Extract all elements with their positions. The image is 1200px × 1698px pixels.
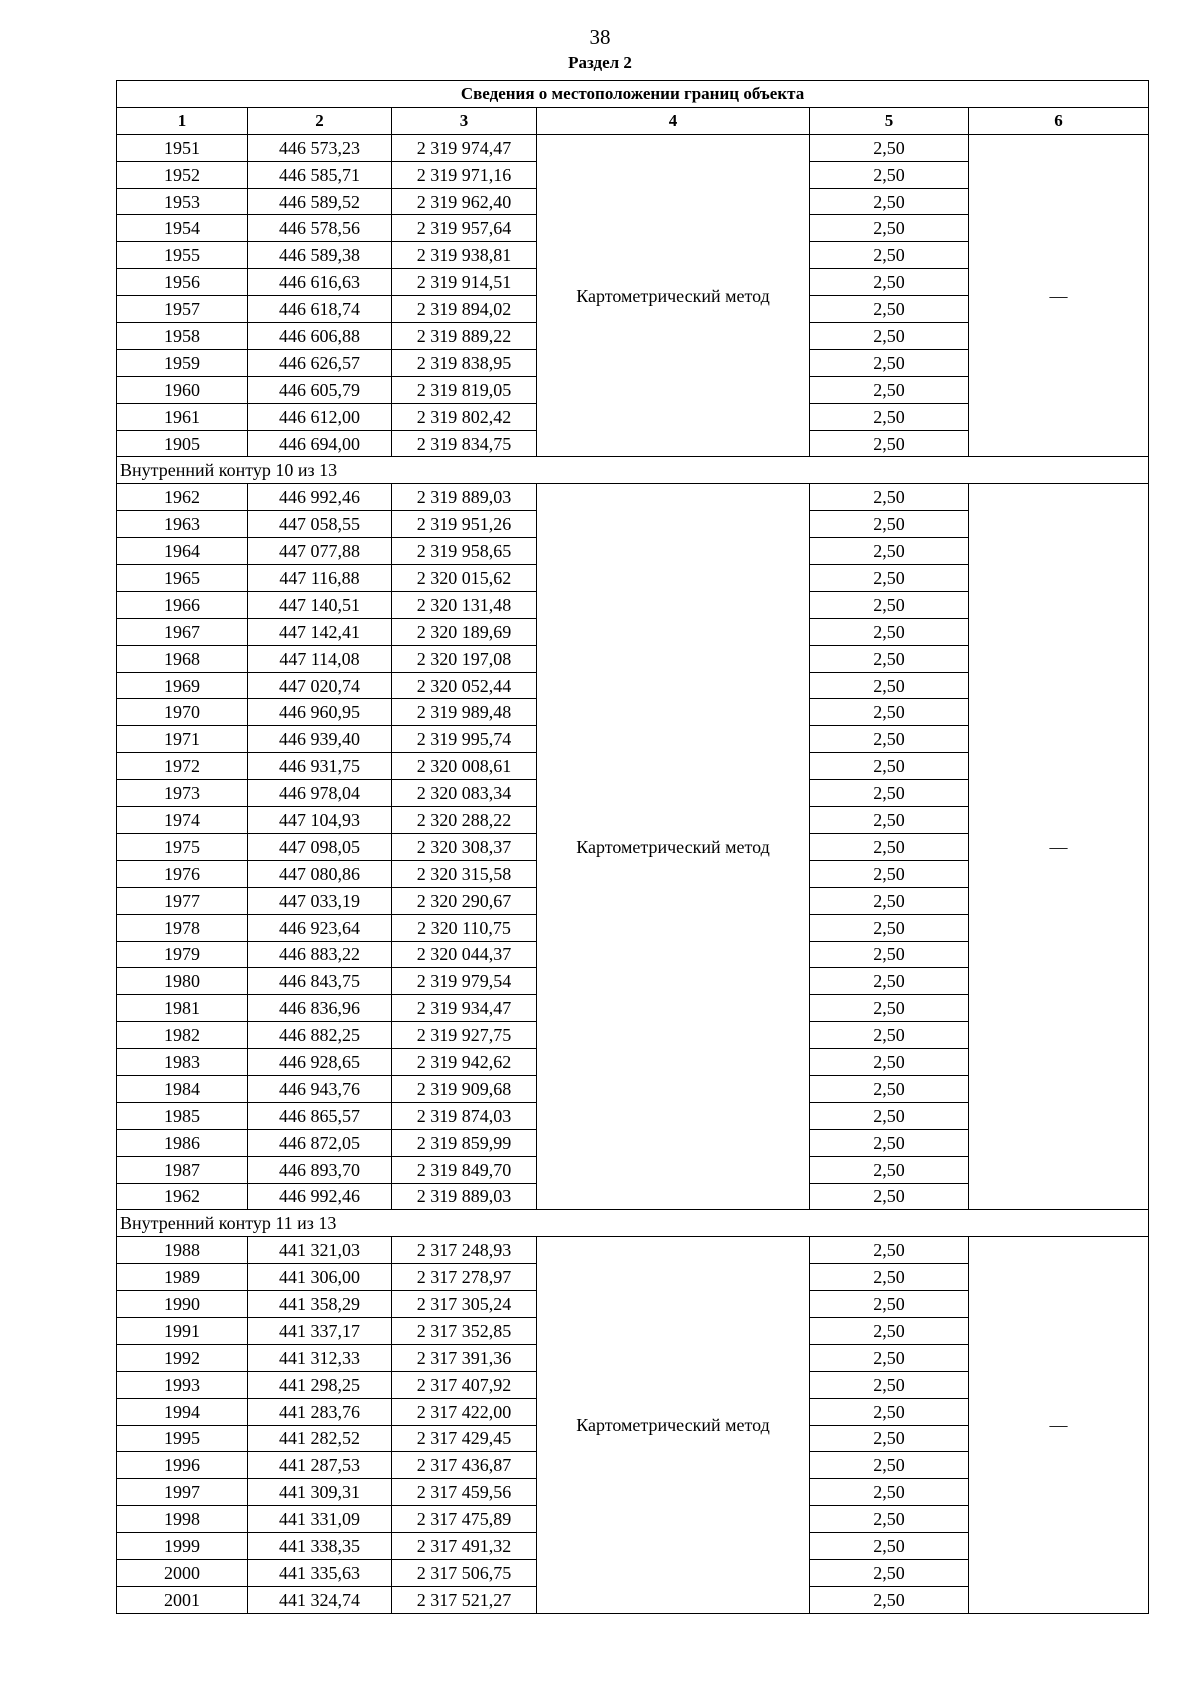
coord-x: 441 309,31 (248, 1479, 392, 1506)
section-title: Раздел 2 (568, 53, 632, 72)
precision: 2,50 (810, 1452, 969, 1479)
column-header: 2 (248, 107, 392, 134)
coord-y: 2 319 889,03 (392, 1183, 537, 1210)
coord-x: 446 923,64 (248, 914, 392, 941)
coord-x: 446 585,71 (248, 161, 392, 188)
coord-y: 2 320 131,48 (392, 591, 537, 618)
coord-x: 446 573,23 (248, 134, 392, 161)
coord-y: 2 317 407,92 (392, 1371, 537, 1398)
precision: 2,50 (810, 538, 969, 565)
col6-cell: — (969, 134, 1149, 457)
coord-y: 2 319 971,16 (392, 161, 537, 188)
coord-y: 2 320 308,37 (392, 833, 537, 860)
precision: 2,50 (810, 995, 969, 1022)
coord-x: 446 612,00 (248, 403, 392, 430)
precision: 2,50 (810, 188, 969, 215)
precision: 2,50 (810, 914, 969, 941)
precision: 2,50 (810, 1506, 969, 1533)
point-number: 1905 (117, 430, 248, 457)
column-header: 5 (810, 107, 969, 134)
coord-x: 447 098,05 (248, 833, 392, 860)
precision: 2,50 (810, 1317, 969, 1344)
coord-x: 446 928,65 (248, 1049, 392, 1076)
coord-x: 441 283,76 (248, 1398, 392, 1425)
point-number: 1951 (117, 134, 248, 161)
precision: 2,50 (810, 618, 969, 645)
coord-y: 2 320 110,75 (392, 914, 537, 941)
coord-x: 441 298,25 (248, 1371, 392, 1398)
precision: 2,50 (810, 645, 969, 672)
coord-y: 2 317 491,32 (392, 1533, 537, 1560)
coord-x: 446 893,70 (248, 1156, 392, 1183)
coord-x: 446 978,04 (248, 780, 392, 807)
precision: 2,50 (810, 134, 969, 161)
precision: 2,50 (810, 511, 969, 538)
precision: 2,50 (810, 1371, 969, 1398)
precision: 2,50 (810, 323, 969, 350)
coord-x: 446 606,88 (248, 323, 392, 350)
precision: 2,50 (810, 1129, 969, 1156)
coord-y: 2 319 889,22 (392, 323, 537, 350)
contour-label: Внутренний контур 10 из 13 (117, 457, 1149, 484)
coord-x: 446 865,57 (248, 1102, 392, 1129)
coord-x: 447 080,86 (248, 860, 392, 887)
point-number: 1952 (117, 161, 248, 188)
coord-y: 2 319 962,40 (392, 188, 537, 215)
coord-x: 446 836,96 (248, 995, 392, 1022)
point-number: 1958 (117, 323, 248, 350)
coord-x: 447 033,19 (248, 887, 392, 914)
coord-y: 2 317 352,85 (392, 1317, 537, 1344)
column-header: 1 (117, 107, 248, 134)
coord-y: 2 317 521,27 (392, 1586, 537, 1613)
point-number: 1966 (117, 591, 248, 618)
coord-y: 2 319 957,64 (392, 215, 537, 242)
point-number: 1992 (117, 1344, 248, 1371)
coord-x: 441 338,35 (248, 1533, 392, 1560)
coord-y: 2 320 197,08 (392, 645, 537, 672)
coord-x: 441 324,74 (248, 1586, 392, 1613)
coord-y: 2 319 951,26 (392, 511, 537, 538)
point-number: 1971 (117, 726, 248, 753)
method-cell: Картометрический метод (537, 484, 810, 1210)
point-number: 1997 (117, 1479, 248, 1506)
point-number: 1975 (117, 833, 248, 860)
coord-y: 2 317 429,45 (392, 1425, 537, 1452)
coord-y: 2 320 189,69 (392, 618, 537, 645)
point-number: 1968 (117, 645, 248, 672)
coord-x: 441 321,03 (248, 1237, 392, 1264)
coord-y: 2 319 819,05 (392, 376, 537, 403)
point-number: 1984 (117, 1075, 248, 1102)
coord-y: 2 319 995,74 (392, 726, 537, 753)
coord-y: 2 320 008,61 (392, 753, 537, 780)
precision: 2,50 (810, 860, 969, 887)
coord-x: 446 618,74 (248, 296, 392, 323)
coord-y: 2 319 958,65 (392, 538, 537, 565)
precision: 2,50 (810, 780, 969, 807)
precision: 2,50 (810, 968, 969, 995)
point-number: 1955 (117, 242, 248, 269)
contour-row (117, 457, 1149, 484)
coord-x: 446 943,76 (248, 1075, 392, 1102)
coord-x: 446 960,95 (248, 699, 392, 726)
contour-label: Внутренний контур 11 из 13 (117, 1210, 1149, 1237)
coord-x: 446 883,22 (248, 941, 392, 968)
point-number: 1967 (117, 618, 248, 645)
coord-y: 2 319 802,42 (392, 403, 537, 430)
point-number: 1996 (117, 1452, 248, 1479)
precision: 2,50 (810, 941, 969, 968)
coord-x: 446 626,57 (248, 349, 392, 376)
coord-y: 2 317 248,93 (392, 1237, 537, 1264)
coord-y: 2 317 436,87 (392, 1452, 537, 1479)
precision: 2,50 (810, 403, 969, 430)
page-number: 38 (589, 25, 611, 49)
point-number: 1976 (117, 860, 248, 887)
point-number: 1982 (117, 1022, 248, 1049)
point-number: 1998 (117, 1506, 248, 1533)
coord-y: 2 317 391,36 (392, 1344, 537, 1371)
coord-y: 2 319 874,03 (392, 1102, 537, 1129)
coord-x: 447 116,88 (248, 565, 392, 592)
coord-x: 446 992,46 (248, 484, 392, 511)
coord-y: 2 319 909,68 (392, 1075, 537, 1102)
precision: 2,50 (810, 242, 969, 269)
point-number: 1994 (117, 1398, 248, 1425)
method-cell: Картометрический метод (537, 1237, 810, 1613)
coord-y: 2 319 914,51 (392, 269, 537, 296)
coord-x: 446 616,63 (248, 269, 392, 296)
coord-y: 2 317 475,89 (392, 1506, 537, 1533)
coord-y: 2 319 894,02 (392, 296, 537, 323)
coord-y: 2 320 015,62 (392, 565, 537, 592)
coord-y: 2 320 290,67 (392, 887, 537, 914)
col6-cell: — (969, 484, 1149, 1210)
coord-x: 441 337,17 (248, 1317, 392, 1344)
coord-y: 2 319 859,99 (392, 1129, 537, 1156)
col6-cell: — (969, 1237, 1149, 1613)
coord-x: 447 020,74 (248, 672, 392, 699)
point-number: 1972 (117, 753, 248, 780)
coord-x: 446 694,00 (248, 430, 392, 457)
point-number: 1953 (117, 188, 248, 215)
coord-y: 2 320 044,37 (392, 941, 537, 968)
coord-y: 2 319 938,81 (392, 242, 537, 269)
precision: 2,50 (810, 1049, 969, 1076)
precision: 2,50 (810, 1533, 969, 1560)
coord-x: 446 843,75 (248, 968, 392, 995)
point-number: 1980 (117, 968, 248, 995)
coord-y: 2 317 506,75 (392, 1559, 537, 1586)
point-number: 1970 (117, 699, 248, 726)
precision: 2,50 (810, 1344, 969, 1371)
coord-x: 441 287,53 (248, 1452, 392, 1479)
precision: 2,50 (810, 1425, 969, 1452)
coord-x: 447 104,93 (248, 807, 392, 834)
coord-x: 441 331,09 (248, 1506, 392, 1533)
precision: 2,50 (810, 1559, 969, 1586)
coord-y: 2 319 927,75 (392, 1022, 537, 1049)
coord-x: 441 306,00 (248, 1264, 392, 1291)
coord-x: 446 882,25 (248, 1022, 392, 1049)
coord-y: 2 317 422,00 (392, 1398, 537, 1425)
coord-y: 2 319 934,47 (392, 995, 537, 1022)
point-number: 1989 (117, 1264, 248, 1291)
coord-y: 2 319 942,62 (392, 1049, 537, 1076)
coord-x: 441 282,52 (248, 1425, 392, 1452)
point-number: 1977 (117, 887, 248, 914)
precision: 2,50 (810, 1291, 969, 1318)
point-number: 1981 (117, 995, 248, 1022)
column-header: 3 (392, 107, 537, 134)
coord-x: 446 931,75 (248, 753, 392, 780)
coord-y: 2 319 989,48 (392, 699, 537, 726)
point-number: 1991 (117, 1317, 248, 1344)
point-number: 1973 (117, 780, 248, 807)
coord-y: 2 319 974,47 (392, 134, 537, 161)
point-number: 1999 (117, 1533, 248, 1560)
precision: 2,50 (810, 376, 969, 403)
coord-x: 446 589,52 (248, 188, 392, 215)
precision: 2,50 (810, 349, 969, 376)
coord-x: 446 939,40 (248, 726, 392, 753)
precision: 2,50 (810, 1586, 969, 1613)
point-number: 1969 (117, 672, 248, 699)
point-number: 1974 (117, 807, 248, 834)
point-number: 1988 (117, 1237, 248, 1264)
coord-x: 447 114,08 (248, 645, 392, 672)
column-header: 4 (537, 107, 810, 134)
point-number: 1986 (117, 1129, 248, 1156)
precision: 2,50 (810, 565, 969, 592)
coord-x: 446 992,46 (248, 1183, 392, 1210)
coord-x: 447 140,51 (248, 591, 392, 618)
point-number: 2001 (117, 1586, 248, 1613)
point-number: 1990 (117, 1291, 248, 1318)
column-header: 6 (969, 107, 1149, 134)
point-number: 1960 (117, 376, 248, 403)
point-number: 1963 (117, 511, 248, 538)
precision: 2,50 (810, 1075, 969, 1102)
precision: 2,50 (810, 269, 969, 296)
coord-y: 2 319 834,75 (392, 430, 537, 457)
precision: 2,50 (810, 1183, 969, 1210)
coord-y: 2 317 305,24 (392, 1291, 537, 1318)
point-number: 1985 (117, 1102, 248, 1129)
point-number: 1965 (117, 565, 248, 592)
coord-y: 2 320 052,44 (392, 672, 537, 699)
point-number: 1995 (117, 1425, 248, 1452)
coord-x: 447 058,55 (248, 511, 392, 538)
point-number: 1993 (117, 1371, 248, 1398)
boundary-table (116, 80, 1149, 1614)
point-number: 2000 (117, 1559, 248, 1586)
coord-x: 446 605,79 (248, 376, 392, 403)
precision: 2,50 (810, 430, 969, 457)
precision: 2,50 (810, 1264, 969, 1291)
table-row (117, 484, 1149, 511)
table-caption: Сведения о местоположении границ объекта (117, 81, 1149, 108)
coord-y: 2 319 889,03 (392, 484, 537, 511)
point-number: 1962 (117, 1183, 248, 1210)
coord-y: 2 319 849,70 (392, 1156, 537, 1183)
precision: 2,50 (810, 215, 969, 242)
coord-x: 441 312,33 (248, 1344, 392, 1371)
coord-y: 2 319 979,54 (392, 968, 537, 995)
precision: 2,50 (810, 1398, 969, 1425)
table-body (117, 134, 1149, 1613)
point-number: 1978 (117, 914, 248, 941)
precision: 2,50 (810, 1479, 969, 1506)
column-header-row (117, 107, 1149, 134)
contour-row (117, 1210, 1149, 1237)
coord-x: 447 142,41 (248, 618, 392, 645)
coord-y: 2 320 315,58 (392, 860, 537, 887)
precision: 2,50 (810, 1022, 969, 1049)
coord-y: 2 317 278,97 (392, 1264, 537, 1291)
table-row (117, 1237, 1149, 1264)
point-number: 1983 (117, 1049, 248, 1076)
coord-y: 2 320 288,22 (392, 807, 537, 834)
precision: 2,50 (810, 726, 969, 753)
coord-x: 446 589,38 (248, 242, 392, 269)
point-number: 1987 (117, 1156, 248, 1183)
table-row (117, 134, 1149, 161)
coord-x: 441 335,63 (248, 1559, 392, 1586)
point-number: 1957 (117, 296, 248, 323)
point-number: 1959 (117, 349, 248, 376)
point-number: 1979 (117, 941, 248, 968)
precision: 2,50 (810, 672, 969, 699)
point-number: 1956 (117, 269, 248, 296)
coord-y: 2 320 083,34 (392, 780, 537, 807)
coord-x: 446 872,05 (248, 1129, 392, 1156)
precision: 2,50 (810, 296, 969, 323)
precision: 2,50 (810, 1156, 969, 1183)
precision: 2,50 (810, 484, 969, 511)
point-number: 1964 (117, 538, 248, 565)
coord-y: 2 317 459,56 (392, 1479, 537, 1506)
precision: 2,50 (810, 161, 969, 188)
point-number: 1962 (117, 484, 248, 511)
precision: 2,50 (810, 1237, 969, 1264)
precision: 2,50 (810, 699, 969, 726)
coord-x: 446 578,56 (248, 215, 392, 242)
point-number: 1961 (117, 403, 248, 430)
coord-x: 441 358,29 (248, 1291, 392, 1318)
precision: 2,50 (810, 591, 969, 618)
method-cell: Картометрический метод (537, 134, 810, 457)
precision: 2,50 (810, 833, 969, 860)
precision: 2,50 (810, 807, 969, 834)
precision: 2,50 (810, 1102, 969, 1129)
precision: 2,50 (810, 753, 969, 780)
coord-y: 2 319 838,95 (392, 349, 537, 376)
precision: 2,50 (810, 887, 969, 914)
coord-x: 447 077,88 (248, 538, 392, 565)
point-number: 1954 (117, 215, 248, 242)
